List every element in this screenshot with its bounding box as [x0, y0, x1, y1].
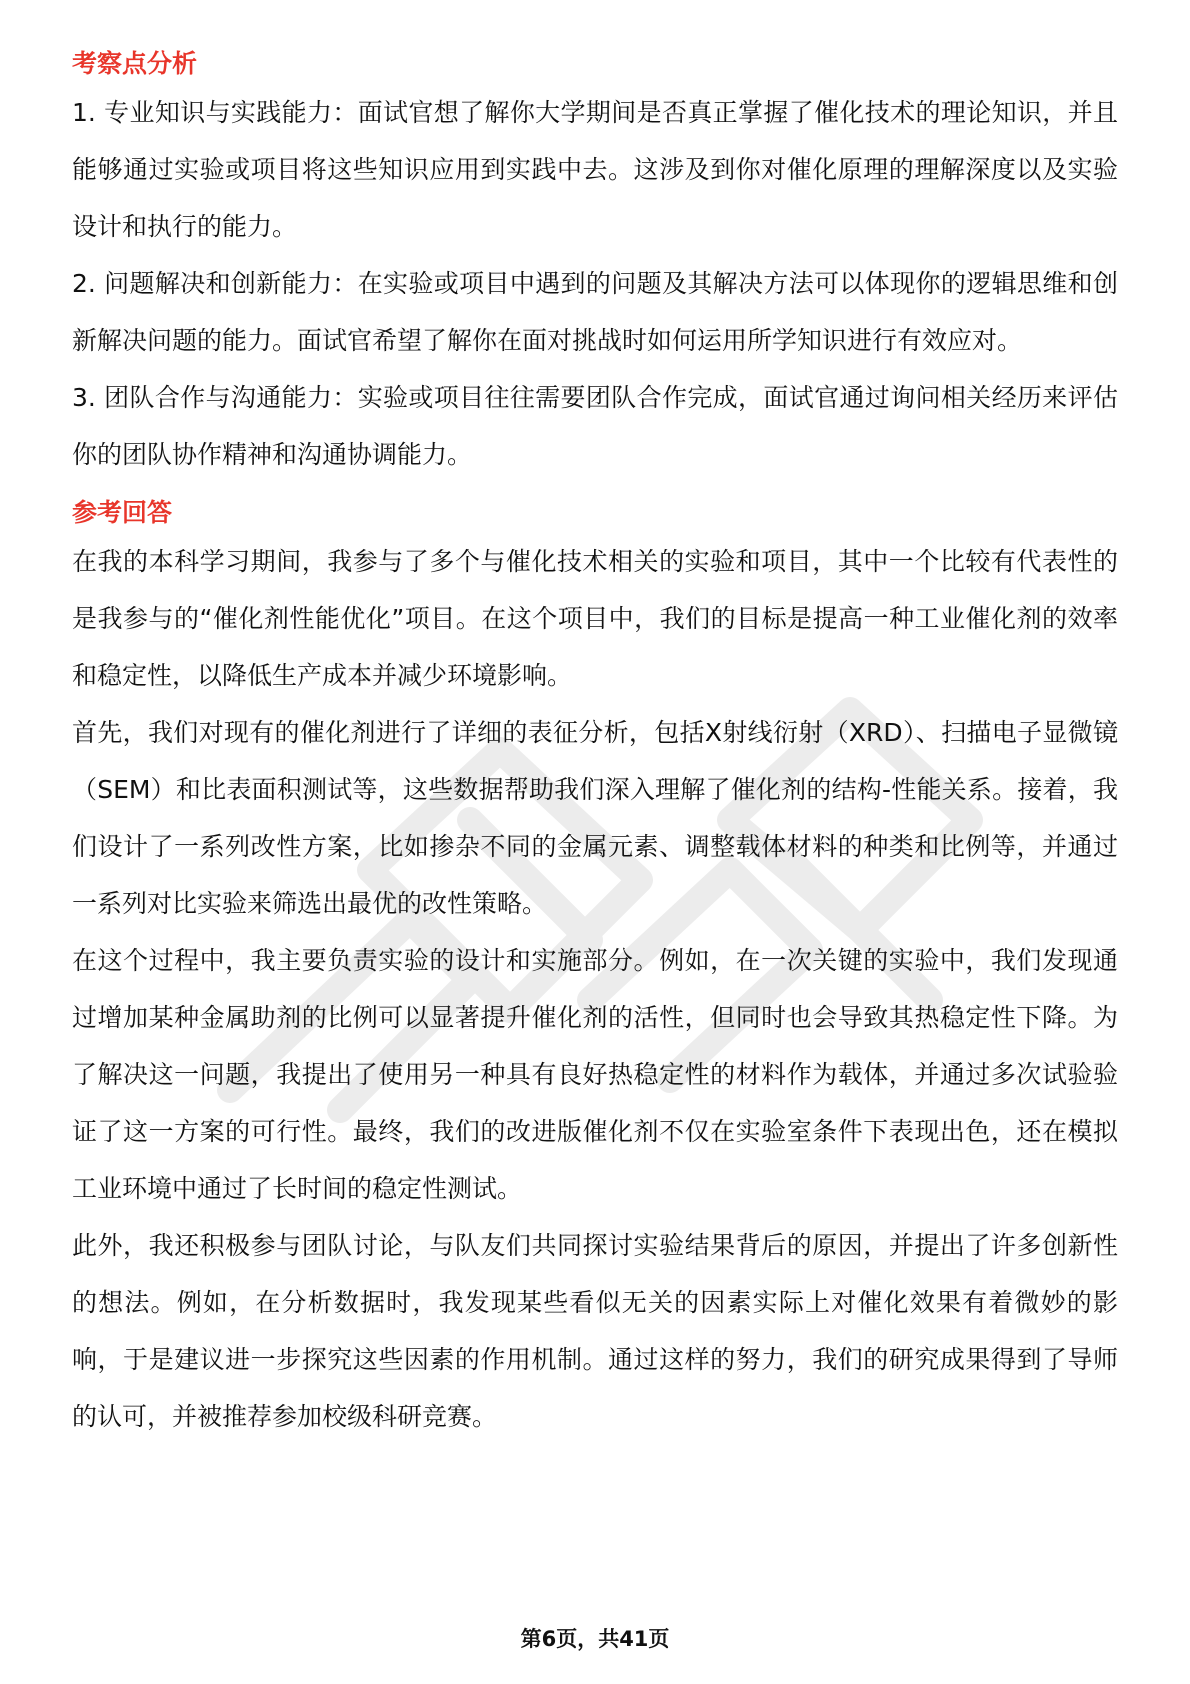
analysis-point-2: 2. 问题解决和创新能力：在实验或项目中遇到的问题及其解决方法可以体现你的逻辑思维和创新解决问题的能力。面试官希望了解你在面对挑战时如何运用所学知识进行有效应对。: [72, 269, 1118, 355]
answer-section: [72, 493, 1118, 1445]
analysis-heading: 考察点分析: [72, 49, 198, 78]
page-number: 第6页，共41页: [520, 1627, 670, 1651]
answer-paragraph-1: 在我的本科学习期间，我参与了多个与催化技术相关的实验和项目，其中一个比较有代表性的是我参与的“催化剂性能优化”项目。在这个项目中，我们的目标是提高一种工业催化剂的效率和稳定性，以降低生产成本并减少环境影响。: [72, 547, 1118, 690]
analysis-section: [72, 44, 1118, 483]
analysis-point-3: 3. 团队合作与沟通能力：实验或项目往往需要团队合作完成，面试官通过询问相关经历来评估你的团队协作精神和沟通协调能力。: [72, 383, 1118, 469]
answer-heading: 参考回答: [72, 498, 173, 527]
answer-paragraph-3: 在这个过程中，我主要负责实验的设计和实施部分。例如，在一次关键的实验中，我们发现通过增加某种金属助剂的比例可以显著提升催化剂的活性，但同时也会导致其热稳定性下降。为了解决这一问题，我提出了使用另一种具有良好热稳定性的材料作为载体，并通过多次试验验证了这一方案的可行性。最终，我们的改进版催化剂不仅在实验室条件下表现出色，还在模拟工业环境中通过了长时间的稳定性测试。: [72, 946, 1118, 1203]
document-body: [72, 44, 1118, 1445]
analysis-point-1: 1. 专业知识与实践能力：面试官想了解你大学期间是否真正掌握了催化技术的理论知识，并且能够通过实验或项目将这些知识应用到实践中去。这涉及到你对催化原理的理解深度以及实验设计和执行的能力。: [72, 98, 1118, 241]
answer-paragraph-2: 首先，我们对现有的催化剂进行了详细的表征分析，包括X射线衍射（XRD）、扫描电子显微镜（SEM）和比表面积测试等，这些数据帮助我们深入理解了催化剂的结构-性能关系。接着，我们设计了一系列改性方案，比如掺杂不同的金属元素、调整载体材料的种类和比例等，并通过一系列对比实验来筛选出最优的改性策略。: [72, 718, 1118, 918]
answer-paragraph-4: 此外，我还积极参与团队讨论，与队友们共同探讨实验结果背后的原因，并提出了许多创新性的想法。例如，在分析数据时，我发现某些看似无关的因素实际上对催化效果有着微妙的影响，于是建议进一步探究这些因素的作用机制。通过这样的努力，我们的研究成果得到了导师的认可，并被推荐参加校级科研竞赛。: [72, 1231, 1118, 1431]
